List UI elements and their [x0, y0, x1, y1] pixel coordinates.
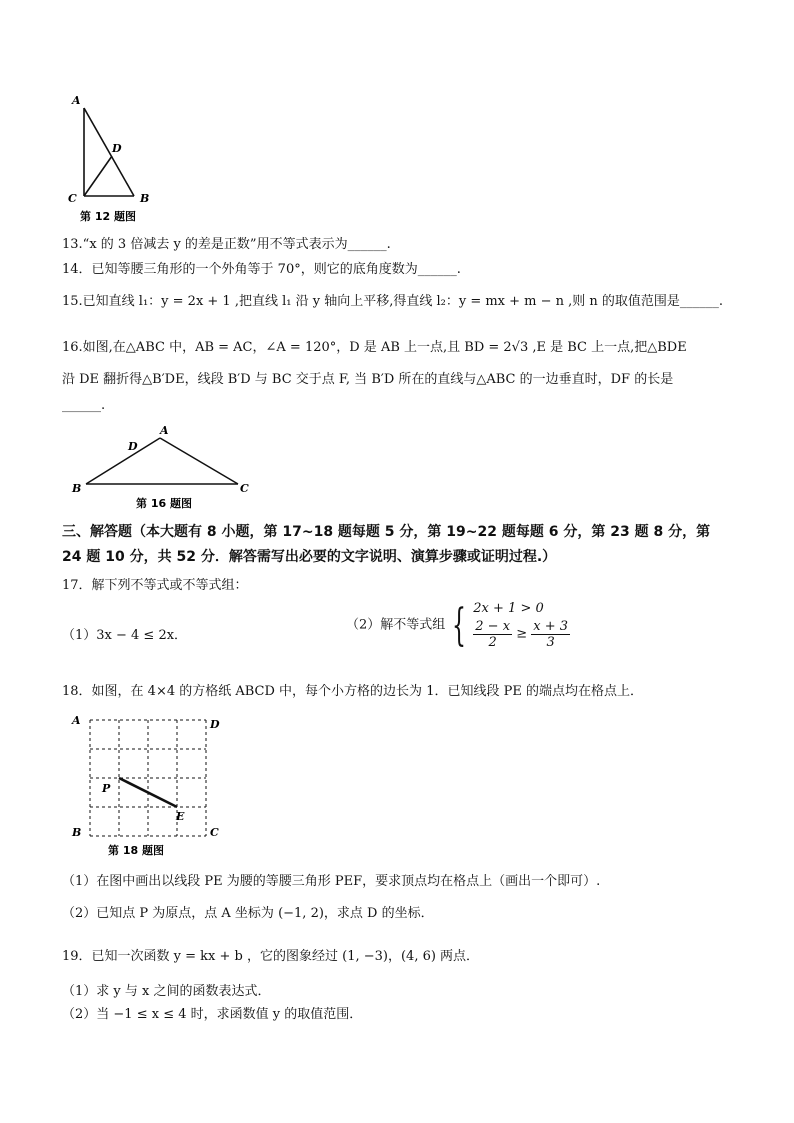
- inequality-1: 2x + 1 > 0: [473, 601, 544, 616]
- figure-18: [66, 708, 226, 860]
- question-18: 18．如图，在 4×4 的方格纸 ABCD 中，每个小方格的边长为 1．已知线段 PE 的端点均在格点上．: [62, 684, 643, 699]
- system-brace: {: [452, 599, 467, 651]
- figure-12-caption: 第 12 题图: [80, 210, 136, 223]
- label-a: A: [72, 714, 81, 727]
- question-17-part-2: [346, 601, 570, 650]
- label-d: D: [112, 142, 122, 155]
- label-b: B: [72, 826, 82, 839]
- question-16-line-3: ______.: [62, 398, 106, 413]
- label-d: D: [128, 440, 138, 453]
- question-18-part-2: （2）已知点 P 为原点，点 A 坐标为 (−1, 2)，求点 D 的坐标．: [62, 906, 434, 921]
- segment-ab: [84, 108, 134, 196]
- segment-cd: [84, 156, 112, 196]
- figure-16: [66, 420, 256, 512]
- question-18-part-1: （1）在图中画出以线段 PE 为腰的等腰三角形 PEF，要求顶点均在格点上（画出一个即可）.: [62, 874, 601, 889]
- inequality-2: [473, 619, 570, 650]
- label-b: B: [72, 482, 82, 495]
- question-19: 19．已知一次函数 y = kx + b ，它的图象经过 (1, −3)，(4, 6) 两点．: [62, 949, 480, 964]
- section-3-heading-line-1: 三、解答题（本大题有 8 小题，第 17~18 题每题 5 分，第 19~22 题每题 6 分，第 23 题 8 分，第: [62, 524, 711, 540]
- label-a: A: [160, 424, 169, 437]
- label-c: C: [68, 192, 77, 205]
- label-a: A: [72, 94, 81, 107]
- label-p: P: [102, 782, 111, 795]
- fraction-right: $\frac{x + 3}{3}$: [533, 619, 568, 650]
- question-16-line-2: 沿 DE 翻折得△B′DE，线段 B′D 与 BC 交于点 F, 当 B′D 所在的直线与△ABC 的一边垂直时，DF 的长是: [62, 372, 674, 387]
- label-c: C: [240, 482, 249, 495]
- segment-ac: [160, 438, 238, 484]
- label-c: C: [210, 826, 219, 839]
- question-19-part-2: （2）当 −1 ≤ x ≤ 4 时，求函数值 y 的取值范围．: [62, 1007, 363, 1022]
- figure-12: [60, 92, 160, 224]
- grid-lines: [90, 720, 206, 836]
- question-13: 13.“x 的 3 倍减去 y 的差是正数”用不等式表示为______.: [62, 237, 391, 252]
- segment-ab: [86, 438, 160, 484]
- section-3-heading-line-2: 24 题 10 分，共 52 分．解答需写出必要的文字说明、演算步骤或证明过程.）: [62, 549, 557, 565]
- q17-2-prefix: （2）解不等式组: [346, 617, 446, 633]
- geq-sign: ≥: [516, 626, 528, 642]
- question-17: 17．解下列不等式或不等式组：: [62, 578, 248, 593]
- question-17-part-1: （1）3x − 4 ≤ 2x．: [62, 628, 188, 643]
- question-14: 14．已知等腰三角形的一个外角等于 70°，则它的底角度数为______.: [62, 262, 461, 277]
- question-15: 15.已知直线 l₁：y = 2x + 1 ,把直线 l₁ 沿 y 轴向上平移,得直线 l₂：y = mx + m − n ,则 n 的取值范围是______.: [62, 294, 724, 309]
- question-16-line-1: 16.如图,在△ABC 中，AB = AC，∠A = 120°，D 是 AB 上一点,且 BD = 2√3 ,E 是 BC 上一点,把△BDE: [62, 340, 687, 355]
- figure-16-caption: 第 16 题图: [136, 497, 192, 510]
- figure-18-caption: 第 18 题图: [108, 844, 164, 857]
- label-b: B: [140, 192, 150, 205]
- question-19-part-1: （1）求 y 与 x 之间的函数表达式．: [62, 984, 271, 999]
- fraction-left: $\frac{2 - x}{2}$: [475, 619, 511, 650]
- label-d: D: [210, 718, 220, 731]
- label-e: E: [176, 810, 185, 823]
- inequality-system: [473, 601, 570, 650]
